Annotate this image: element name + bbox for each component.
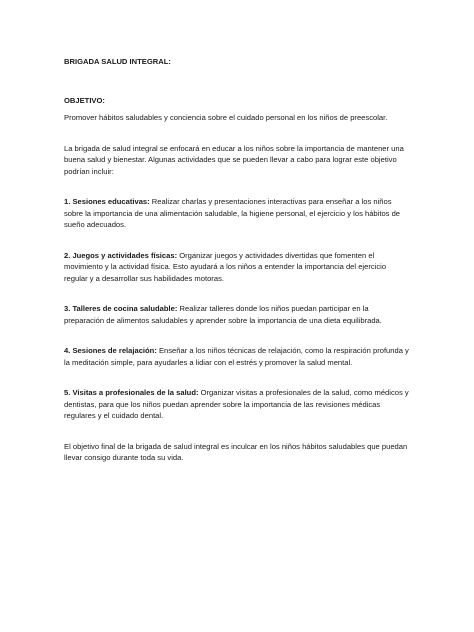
- activity-item-2: [64, 250, 410, 285]
- activity-text: Realizar talleres donde los niños puedan participar en la preparación de alimentos saludables y aprender sobre la importancia de una dieta equilibrada.: [64, 304, 382, 325]
- activity-item-5: [64, 387, 410, 422]
- activity-label: 1. Sesiones educativas:: [64, 197, 150, 206]
- document-title: BRIGADA SALUD INTEGRAL:: [64, 57, 171, 66]
- activity-label: 2. Juegos y actividades físicas:: [64, 250, 178, 260]
- activity-text: Organizar visitas a profesionales de la salud, como médicos y dentistas, para que los niños puedan aprender sobre la importancia de las revisiones médicas regulares y el cuidado dental.: [64, 388, 409, 420]
- intro-paragraph: La brigada de salud integral se enfocará en educar a los niños sobre la importancia de mantener una buena salud y bienestar. Algunas actividades que se pueden llevar a cabo para lograr este objetivo podrían incluir:: [64, 143, 404, 176]
- activity-item-4: [64, 345, 410, 368]
- activity-item-1: [64, 196, 410, 231]
- objective-heading: OBJETIVO:: [64, 95, 105, 105]
- activity-text: Realizar charlas y presentaciones interactivas para enseñar a los niños sobre la importancia de una alimentación saludable, la higiene personal, el ejercicio y los hábitos de sueño adecuados.: [64, 197, 401, 229]
- objective-text: Promover hábitos saludables y conciencia sobre el cuidado personal en los niños de preescolar.: [64, 113, 388, 122]
- activity-text: Organizar juegos y actividades divertidas que fomenten el movimiento y la actividad física. Esto ayudará a los niños a entender la importancia del ejercicio regular y a desarrollar sus habilidades motoras.: [64, 250, 387, 283]
- activity-item-3: [64, 303, 410, 326]
- activity-label: 5. Visitas a profesionales de la salud:: [64, 388, 199, 397]
- activity-label: 3. Talleres de cocina saludable:: [64, 304, 178, 313]
- conclusion-paragraph: El objetivo final de la brigada de salud integral es inculcar en los niños hábitos saludables que puedan llevar consigo durante toda su vida.: [64, 441, 408, 462]
- activity-text: Enseñar a los niños técnicas de relajación, como la respiración profunda y la meditación simple, para ayudarles a lidiar con el estrés y promover la salud mental.: [64, 346, 409, 367]
- activity-label: 4. Sesiones de relajación:: [64, 346, 157, 355]
- document-body: [64, 56, 410, 464]
